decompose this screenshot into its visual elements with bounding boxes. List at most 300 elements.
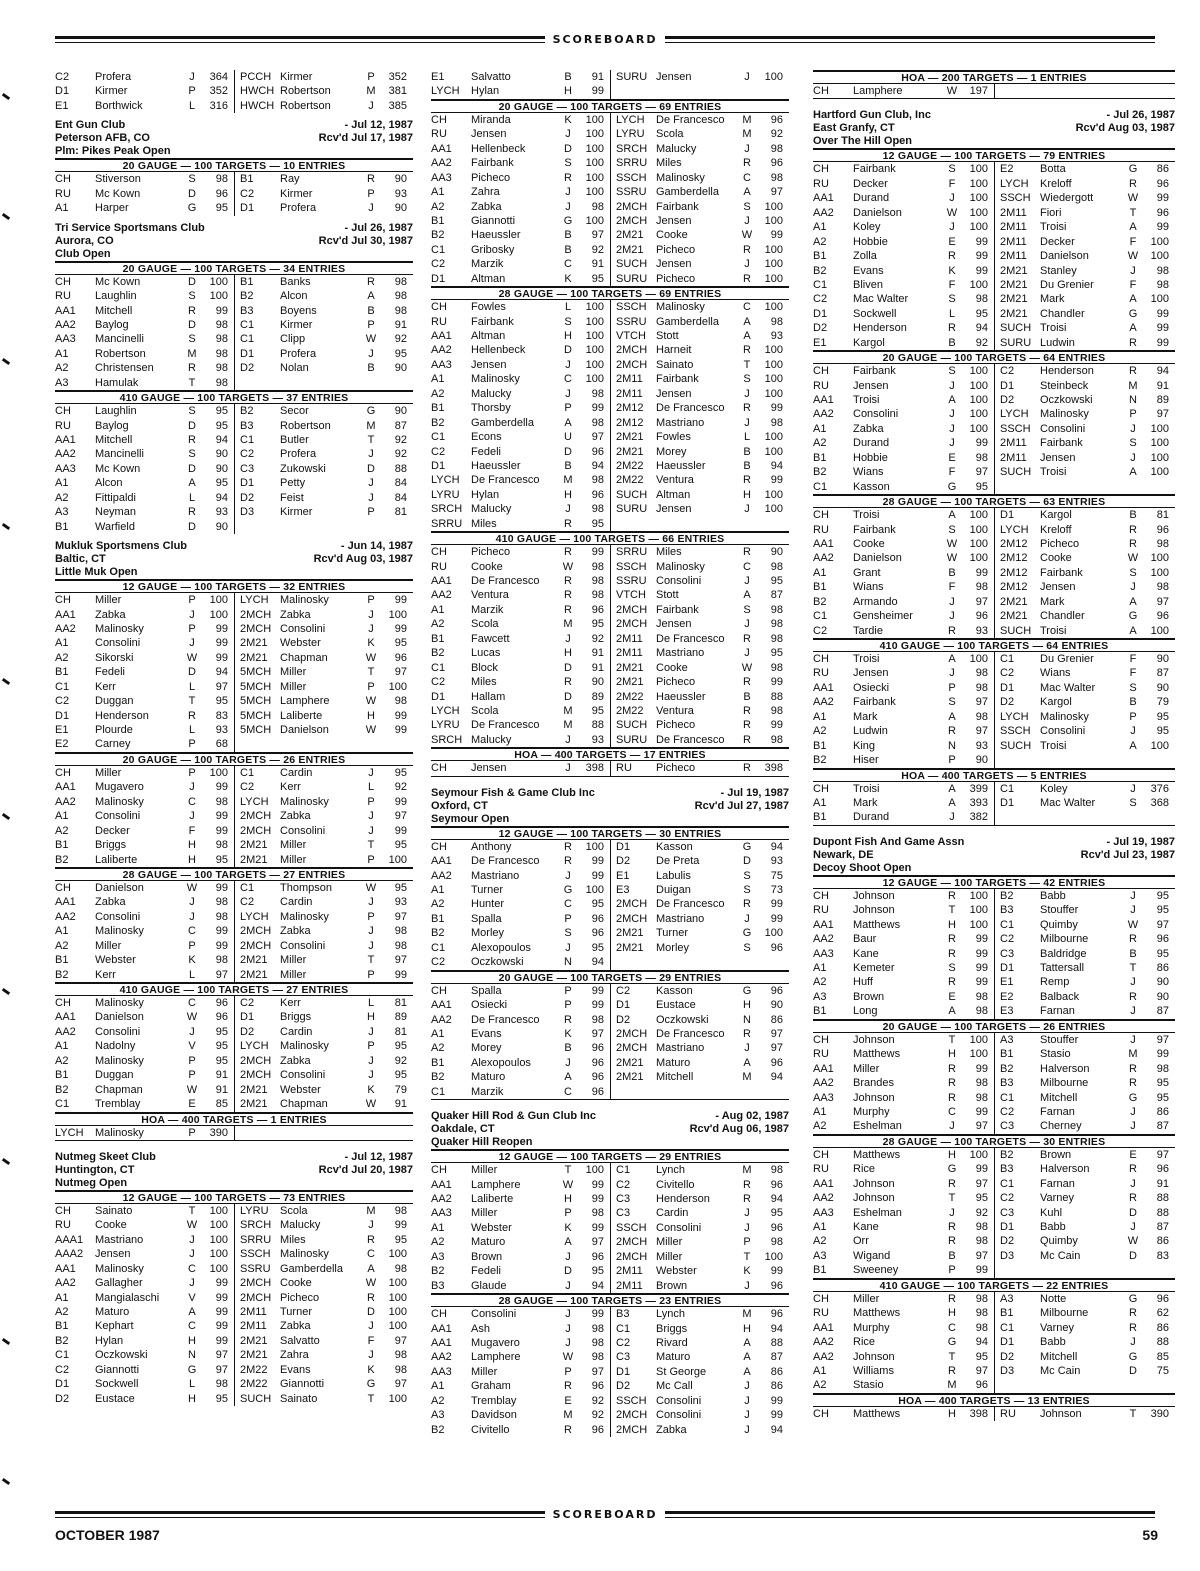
shooter-initial: D (188, 275, 196, 288)
class-code: CH (813, 85, 829, 97)
result-entry (55, 347, 234, 361)
result-row (813, 695, 1175, 709)
class-code: SSRU (240, 1262, 271, 1275)
result-entry (610, 926, 789, 940)
shooter-initial: R (743, 1178, 751, 1191)
shooter-name: Huff (853, 976, 873, 989)
shooter-initial: R (564, 1380, 572, 1393)
shooter-name: Decker (853, 177, 888, 190)
shooter-initial: G (1128, 307, 1138, 320)
shooter-name: Sainato (95, 1204, 133, 1217)
results-table (55, 996, 413, 1112)
shooter-name (1040, 810, 1125, 824)
class-code: A2 (431, 898, 445, 911)
score: 81 (394, 997, 407, 1009)
shooter-name: Farnan (1040, 1105, 1075, 1118)
class-code: B1 (431, 402, 445, 415)
class-code: SRCH (616, 142, 648, 155)
results-table (813, 84, 1175, 99)
shooter-initial (739, 955, 755, 969)
score: 100 (585, 214, 604, 227)
result-row (431, 1365, 789, 1379)
score: 100 (1150, 235, 1169, 248)
shooter-initial: R (367, 275, 375, 288)
result-row (431, 704, 789, 718)
result-entry (610, 358, 789, 372)
result-entry (431, 171, 610, 185)
shooter-name: Malucky (656, 142, 697, 155)
score: 100 (585, 157, 604, 170)
shooter-name: Profera (280, 347, 317, 360)
result-entry (234, 433, 413, 447)
class-code: 2M12 (1000, 566, 1028, 579)
result-row (55, 809, 413, 823)
shooter-initial: A (1129, 466, 1137, 479)
shooter-initial: W (741, 229, 753, 242)
shooter-name: Troisi (1040, 221, 1067, 234)
class-code: LYCH (240, 1040, 269, 1053)
result-entry (813, 1335, 994, 1349)
class-code: 2M21 (1000, 595, 1028, 608)
score: 96 (591, 445, 604, 458)
shooter-initial: S (948, 962, 956, 974)
result-entry (813, 903, 994, 917)
shooter-name: Bliven (853, 278, 883, 291)
shooter-initial: C (948, 1321, 956, 1334)
result-entry (994, 364, 1175, 378)
class-code: SUCH (1000, 322, 1032, 335)
result-row (813, 609, 1175, 623)
result-entry (610, 883, 789, 897)
shooter-name: Troisi (853, 653, 880, 665)
score: 95 (770, 1207, 783, 1220)
result-row (55, 447, 413, 461)
shooter-initial: J (744, 214, 750, 227)
score: 96 (770, 157, 783, 170)
score: 99 (770, 676, 783, 689)
class-code: B2 (55, 1334, 69, 1347)
result-row (813, 947, 1175, 961)
score: 96 (591, 1042, 604, 1055)
shooter-initial: S (948, 696, 956, 709)
shooter-initial: R (367, 1291, 375, 1304)
class-code: AA2 (813, 1077, 834, 1090)
shooter-name: Johnson (853, 889, 895, 902)
score: 98 (1156, 278, 1169, 291)
result-row (431, 603, 789, 617)
shooter-name: Consolini (280, 1069, 326, 1082)
shooter-initial: A (948, 1005, 956, 1018)
shooter-name: Durand (853, 811, 890, 824)
shooter-name: Du Grenier (1040, 653, 1094, 665)
result-entry (431, 690, 610, 704)
result-entry (431, 733, 610, 747)
score: 393 (969, 796, 988, 809)
result-entry (431, 617, 610, 631)
shooter-name: Miles (656, 157, 682, 170)
shooter-initial: R (564, 840, 572, 853)
result-entry (234, 1291, 413, 1305)
shooter-name: Wiedergott (1040, 192, 1094, 205)
shooter-initial: G (187, 202, 197, 215)
result-entry (994, 422, 1175, 436)
shooter-name: Banks (280, 275, 311, 288)
result-entry (813, 321, 994, 335)
shooter-initial: J (368, 491, 374, 504)
shooter-initial: R (948, 889, 956, 902)
result-entry (610, 156, 789, 170)
score: 97 (1156, 918, 1169, 931)
shooter-initial: R (564, 603, 572, 616)
score: 81 (394, 506, 407, 519)
shooter-name: Malinosky (280, 910, 329, 923)
shooter-name: Alexopoulos (471, 1056, 531, 1069)
shooter-name: Brown (471, 1250, 503, 1263)
shooter-initial: J (1130, 1120, 1136, 1133)
shooter-initial: T (1129, 206, 1137, 219)
class-code: D2 (240, 1025, 255, 1038)
margin-mark (2, 678, 10, 685)
result-entry (431, 1365, 610, 1379)
score: 100 (209, 290, 228, 303)
shooter-name: Miller (471, 1207, 498, 1220)
class-code: A1 (813, 566, 827, 579)
results-table (431, 300, 789, 531)
shooter-name: Armando (853, 595, 898, 608)
result-entry (813, 1105, 994, 1119)
shooter-initial: H (367, 1011, 375, 1024)
result-entry (431, 1027, 610, 1041)
score: 96 (591, 1250, 604, 1263)
score: 94 (770, 1071, 783, 1084)
shoot-date: - Jul 19, 1987 (720, 786, 789, 799)
shooter-initial: R (948, 1292, 956, 1305)
shooter-initial: F (1129, 278, 1137, 291)
result-entry (994, 379, 1175, 393)
shooter-name: Picheco (656, 719, 696, 732)
score: 98 (591, 474, 604, 487)
shooter-initial: J (565, 941, 571, 954)
shooter-initial: P (188, 1069, 196, 1082)
shooter-initial: W (365, 695, 377, 708)
shooter-initial: P (564, 912, 572, 925)
score: 86 (1156, 1105, 1169, 1118)
result-entry (813, 1321, 994, 1335)
result-entry (813, 364, 994, 378)
result-entry (55, 622, 234, 636)
shooter-name: Murphy (853, 1321, 890, 1334)
shooter-name: Eustace (656, 999, 696, 1012)
class-code: 2M21 (240, 968, 268, 981)
result-row (813, 1162, 1175, 1176)
shooter-initial: K (367, 1363, 375, 1376)
received-date: Rcv'd Aug 06, 1987 (689, 1123, 789, 1136)
shooter-name: Jensen (656, 618, 692, 631)
shooter-name: Wians (1040, 667, 1071, 680)
score: 100 (585, 1164, 604, 1177)
score: 89 (1156, 394, 1169, 406)
result-entry (813, 407, 994, 421)
shooter-name: King (853, 739, 876, 752)
class-code: AA1 (431, 575, 452, 587)
shooter-name: Lamphere (471, 1178, 521, 1191)
club-title-row (55, 1151, 413, 1164)
shooter-name: Fedeli (95, 666, 125, 679)
gauge-header: 12 GAUGE — 100 TARGETS — 30 ENTRIES (431, 826, 789, 840)
score: 98 (975, 451, 988, 464)
shooter-initial: W (741, 661, 753, 674)
class-code: RU (431, 315, 447, 328)
shooter-name: Cardin (280, 896, 313, 909)
shooter-initial: D (188, 187, 196, 200)
class-code: D2 (240, 491, 255, 504)
shooter-name: Decker (95, 824, 130, 837)
shooter-name: Botta (1040, 163, 1066, 176)
score: 100 (764, 373, 783, 386)
class-code: B1 (240, 173, 254, 186)
result-row (431, 1350, 789, 1364)
result-row (55, 462, 413, 476)
shooter-initial: P (1129, 710, 1137, 723)
class-code: 2MCH (240, 1054, 272, 1067)
result-row (431, 1322, 789, 1336)
shooter-name: Miller (95, 594, 122, 607)
class-code: B1 (431, 214, 445, 227)
class-code: D1 (616, 1365, 631, 1378)
shooter-initial: J (744, 1279, 750, 1292)
shooter-name (656, 517, 739, 531)
score: 398 (969, 1407, 988, 1420)
shooter-initial: J (744, 1042, 750, 1055)
shooter-initial (363, 1126, 379, 1140)
score: 98 (394, 1349, 407, 1362)
class-code: D1 (1000, 1221, 1015, 1233)
shooter-name: Malinosky (471, 373, 520, 386)
result-row (55, 1247, 413, 1261)
shooter-initial: M (366, 85, 376, 98)
score: 93 (215, 724, 228, 736)
result-entry (234, 895, 413, 909)
class-code: C1 (240, 766, 255, 779)
result-entry (234, 172, 413, 186)
shooter-name: De Francesco (656, 1027, 725, 1040)
shooter-initial: A (564, 1236, 572, 1249)
shooter-initial: J (368, 1320, 374, 1333)
shoot-name-row (55, 145, 413, 158)
class-code: SUCH (240, 1392, 272, 1405)
score: 100 (969, 552, 988, 565)
shooter-initial: E (948, 990, 956, 1003)
class-code: AA2 (431, 1013, 452, 1026)
shooter-initial: M (742, 113, 752, 126)
result-entry (431, 257, 610, 271)
score: 398 (585, 762, 604, 775)
class-code: CH (813, 163, 829, 176)
result-entry (234, 70, 413, 84)
class-code: CH (55, 766, 71, 779)
class-code: A2 (431, 618, 445, 631)
class-code: 2M11 (616, 387, 643, 400)
shooter-initial: J (744, 1409, 750, 1422)
score: 81 (1156, 509, 1169, 522)
score: 97 (215, 968, 228, 981)
result-entry (431, 1423, 610, 1437)
score: 92 (591, 1409, 604, 1422)
result-entry (431, 1307, 610, 1321)
shooter-name: Gallagher (95, 1277, 143, 1290)
result-entry (610, 1279, 789, 1293)
shooter-name: Decker (1040, 235, 1075, 248)
class-code: C1 (616, 1322, 631, 1335)
result-entry (994, 1321, 1175, 1335)
result-entry (610, 675, 789, 689)
shooter-name: Remp (1040, 976, 1070, 989)
class-code: D1 (1000, 962, 1015, 974)
score (755, 1085, 789, 1099)
score: 98 (215, 347, 228, 360)
score: 100 (585, 358, 604, 371)
score: 94 (975, 322, 988, 335)
result-entry (234, 996, 413, 1010)
score: 96 (770, 113, 783, 126)
class-code: D1 (1000, 509, 1015, 522)
result-entry (994, 1091, 1175, 1105)
class-code: D3 (1000, 1364, 1015, 1377)
result-entry (431, 1163, 610, 1177)
shooter-name: Mitchell (656, 1071, 694, 1084)
shooter-name: Fairbank (853, 163, 896, 176)
shooter-name: Cooke (853, 537, 885, 550)
result-entry (610, 588, 789, 602)
class-code: C2 (1000, 933, 1015, 946)
class-code: 2M11 (1000, 221, 1027, 234)
result-row (431, 488, 789, 502)
class-code: B1 (813, 1264, 827, 1277)
shooter-name: Kerr (95, 968, 116, 981)
score: 100 (764, 445, 783, 458)
result-entry (431, 430, 610, 444)
result-entry (610, 401, 789, 415)
class-code: 2M21 (240, 954, 268, 967)
result-entry (55, 419, 234, 433)
shooter-name (656, 84, 739, 98)
score: 96 (591, 1380, 604, 1393)
result-entry (431, 646, 610, 660)
result-entry (813, 551, 994, 565)
class-code: AA1 (55, 434, 76, 446)
shooter-name: Troisi (1040, 739, 1067, 752)
result-entry (610, 1307, 789, 1321)
shooter-name: Cooke (95, 1219, 127, 1232)
shooter-initial: J (1130, 264, 1136, 277)
score: 62 (1156, 1307, 1169, 1320)
class-code: C3 (616, 1207, 631, 1220)
result-entry (994, 1263, 1175, 1277)
result-entry (431, 1178, 610, 1192)
result-row (431, 926, 789, 940)
score: 100 (969, 221, 988, 234)
result-entry (994, 1350, 1175, 1364)
shooter-initial: L (367, 781, 375, 794)
club-name: Quaker Hill Rod & Gun Club Inc (431, 1110, 597, 1123)
shooter-name: Mac Walter (853, 293, 909, 306)
score: 95 (591, 272, 604, 285)
result-entry (55, 1097, 234, 1111)
score: 100 (969, 537, 988, 550)
score: 99 (591, 1178, 604, 1191)
shooter-initial: B (743, 459, 751, 472)
shooter-initial: A (1129, 739, 1137, 752)
shooter-name: Malinosky (656, 560, 705, 573)
shooter-name: Quimby (1040, 1235, 1078, 1248)
results-table (55, 404, 413, 534)
score: 88 (1156, 1206, 1169, 1219)
shooter-name: Fedeli (471, 1265, 501, 1278)
score: 91 (591, 647, 604, 660)
shooter-initial: R (367, 173, 375, 186)
shooter-initial: M (947, 1379, 957, 1392)
shooter-initial: R (564, 575, 572, 587)
shooter-initial: C (564, 1085, 572, 1098)
shooter-initial: J (368, 824, 374, 837)
score: 96 (770, 1308, 783, 1321)
score: 100 (969, 365, 988, 378)
result-entry (431, 854, 610, 868)
result-row (55, 1305, 413, 1319)
result-entry (55, 1363, 234, 1377)
class-code: AA2 (813, 1192, 834, 1205)
shooter-initial: A (1129, 221, 1137, 234)
margin-mark (2, 213, 10, 220)
result-entry (994, 1306, 1175, 1320)
score: 99 (591, 999, 604, 1012)
score: 99 (591, 855, 604, 868)
result-entry (813, 796, 994, 810)
result-row (431, 545, 789, 559)
score: 98 (770, 603, 783, 616)
result-entry (994, 292, 1175, 306)
score: 95 (215, 1040, 228, 1053)
shooter-initial: L (367, 997, 375, 1009)
results-table (431, 984, 789, 1101)
result-entry (431, 1350, 610, 1364)
shooter-name: Civitello (471, 1423, 510, 1436)
score: 98 (215, 896, 228, 909)
class-code: 2M21 (240, 1083, 268, 1096)
shooter-name: Tremblay (471, 1394, 517, 1407)
score: 390 (209, 1126, 228, 1139)
shooter-name: Zabka (95, 608, 126, 621)
result-entry (813, 975, 994, 989)
shooter-name: Oczkowski (656, 1013, 709, 1026)
result-entry (813, 249, 994, 263)
shooter-initial: J (368, 202, 374, 215)
shooter-initial: T (188, 695, 196, 708)
score: 100 (764, 272, 783, 285)
result-entry (431, 574, 610, 588)
result-entry (994, 753, 1175, 767)
score: 95 (1156, 1091, 1169, 1104)
shooter-name: De Francesco (471, 575, 540, 587)
shooter-name: Zabka (95, 896, 126, 909)
shooter-initial: N (743, 1013, 751, 1026)
shooter-name: Sikorski (95, 651, 134, 664)
score: 90 (1156, 653, 1169, 665)
club-header (55, 222, 413, 261)
result-row (55, 651, 413, 665)
result-entry (234, 795, 413, 809)
shooter-initial: R (743, 898, 751, 911)
